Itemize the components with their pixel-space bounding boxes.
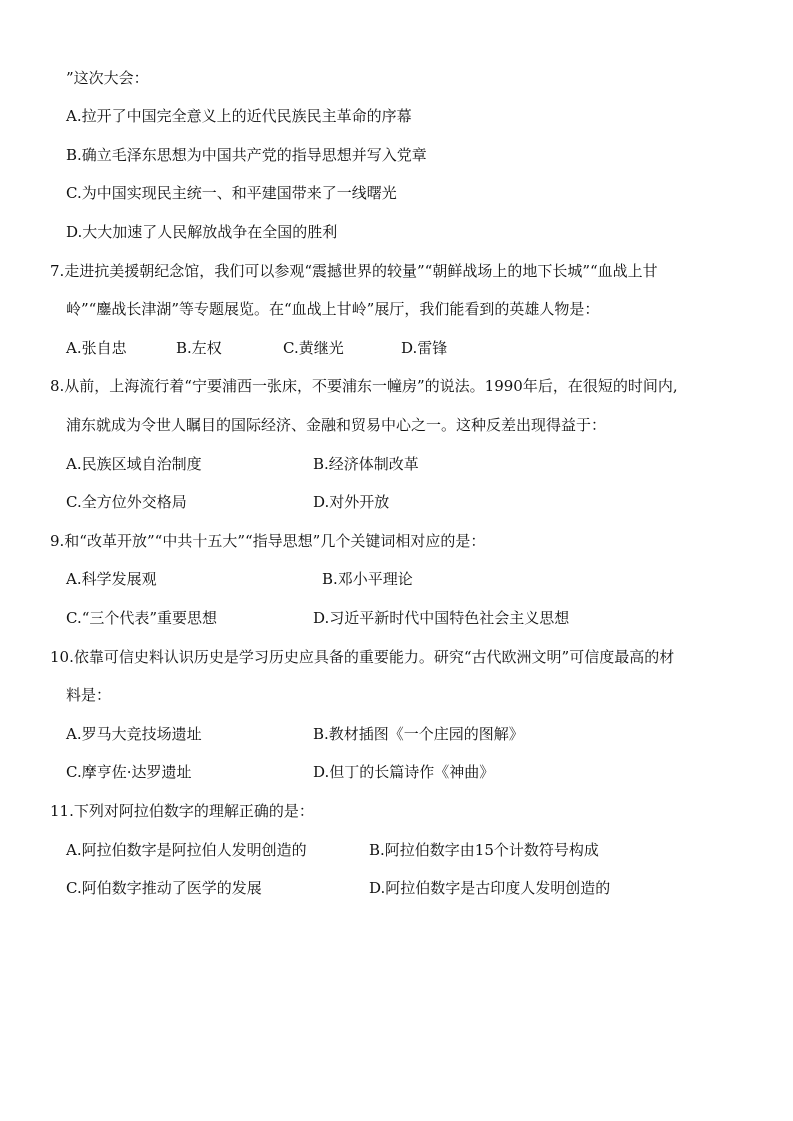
q10-option-b: B.教材插图《一个庄园的图解》 [313,725,524,743]
q9-option-b: B.邓小平理论 [322,570,413,588]
q7-option-b: B.左权 [176,339,222,357]
q8-stem-line2: 浦东就成为令世人瞩目的国际经济、金融和贸易中心之一。这种反差出现得益于： [66,416,607,434]
q11-option-c: C.阿伯数字推动了医学的发展 [66,879,262,897]
q8-option-c: C.全方位外交格局 [66,493,187,511]
q8-option-b: B.经济体制改革 [313,455,419,473]
q10-stem-line2: 料是： [66,686,112,704]
q7-stem-line1: 7.走进抗美援朝纪念馆，我们可以参观“震撼世界的较量”“朝鲜战场上的地下长城”“血战上甘 [50,262,658,280]
q9-stem-line1: 9.和“改革开放”“中共十五大”“指导思想”几个关键词相对应的是： [50,532,486,550]
q10-option-d: D.但丁的长篇诗作《神曲》 [313,763,495,781]
q9-option-a: A.科学发展观 [66,570,157,588]
q7-option-a: A.张自忠 [66,339,127,357]
q10-option-a: A.罗马大竞技场遗址 [66,725,202,743]
q6-stem-tail: ”这次大会： [66,69,149,87]
q7-stem-line2: 岭”“鏖战长津湖”等专题展览。在“血战上甘岭”展厅，我们能看到的英雄人物是： [66,300,600,318]
q6-option-c: C.为中国实现民主统一、和平建国带来了一线曙光 [66,184,397,202]
q7-option-c: C.黄继光 [283,339,344,357]
q10-stem-line1: 10.依靠可信史料认识历史是学习历史应具备的重要能力。研究“古代欧洲文明”可信度最高的材 [50,648,675,666]
q6-option-b: B.确立毛泽东思想为中国共产党的指导思想并写入党章 [66,146,427,164]
q10-option-c: C.摩亨佐·达罗遗址 [66,763,192,781]
q8-stem-line1: 8.从前，上海流行着“宁要浦西一张床，不要浦东一幢房”的说法。1990年后，在很短的时间内, [50,377,678,395]
q11-option-b: B.阿拉伯数字由15个计数符号构成 [369,841,599,859]
q6-option-a: A.拉开了中国完全意义上的近代民族民主革命的序幕 [66,107,412,125]
q8-option-a: A.民族区域自治制度 [66,455,202,473]
q11-option-d: D.阿拉伯数字是古印度人发明创造的 [369,879,611,897]
q9-option-d: D.习近平新时代中国特色社会主义思想 [313,609,570,627]
q11-option-a: A.阿拉伯数字是阿拉伯人发明创造的 [66,841,307,859]
q8-option-d: D.对外开放 [313,493,390,511]
q7-option-d: D.雷锋 [401,339,448,357]
q6-option-d: D.大大加速了人民解放战争在全国的胜利 [66,223,338,241]
q11-stem-line1: 11.下列对阿拉伯数字的理解正确的是： [50,802,314,820]
q9-option-c: C.“三个代表”重要思想 [66,609,218,627]
